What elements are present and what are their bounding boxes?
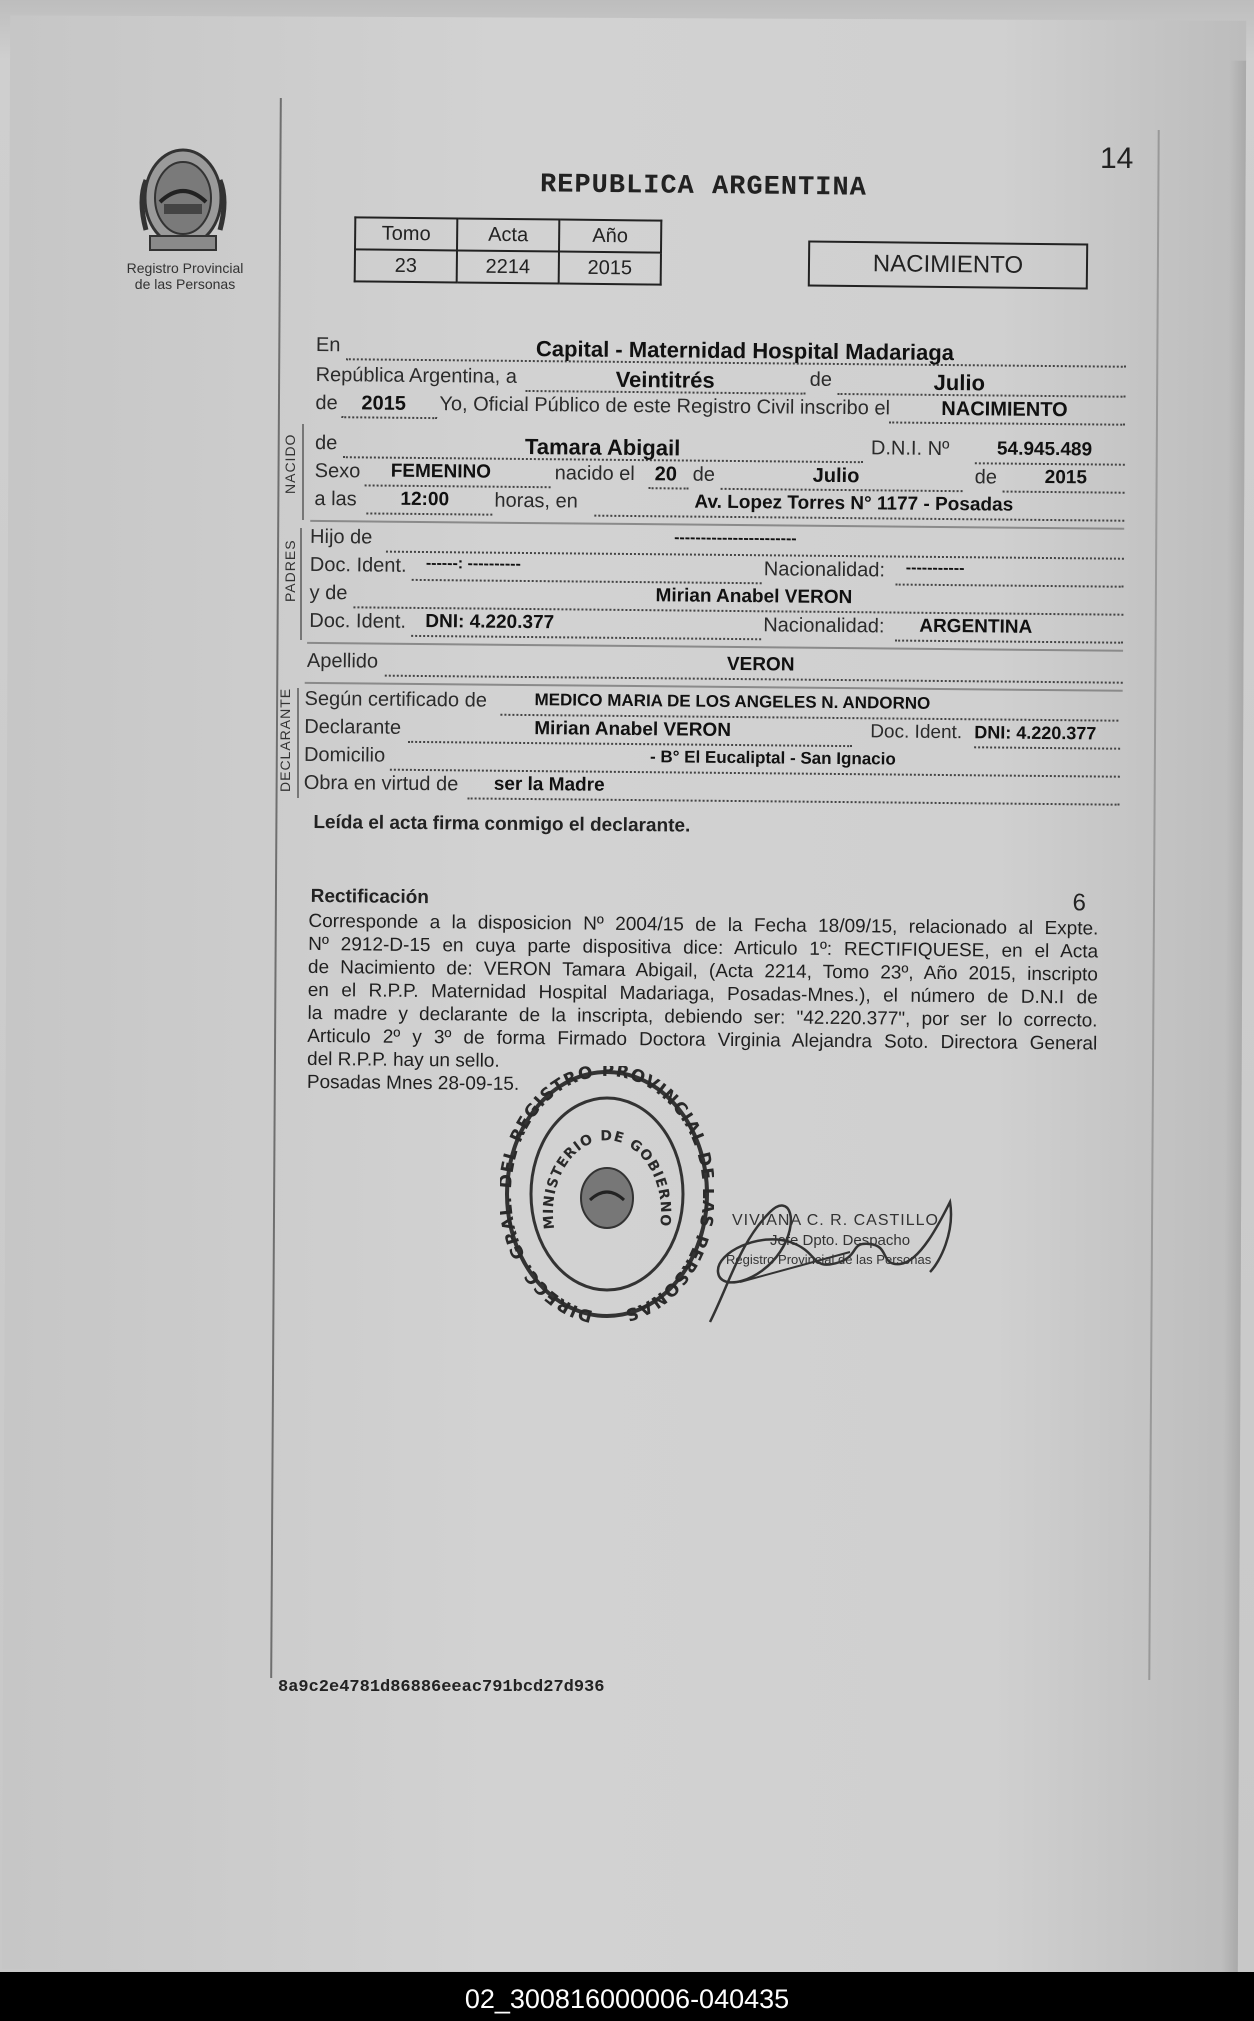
label-doc-padre: Doc. Ident. <box>309 553 407 577</box>
value-apellido: VERON <box>726 653 795 676</box>
rectification-title: Rectificación <box>310 885 430 909</box>
side-tag-padres: PADRES <box>282 539 298 602</box>
label-de-nacido-anio: de <box>974 466 998 489</box>
value-doc-madre: DNI: 4.220.377 <box>425 611 555 634</box>
rectification-line: del R.P.P. hay un sello. <box>306 1048 500 1072</box>
value-nombre: Tamara Abigail <box>524 433 681 461</box>
label-y-de: y de <box>309 581 348 605</box>
table-header-tomo: Tomo <box>355 217 457 250</box>
svg-text:DIRECC. GRAL. DEL REGISTRO PRO: DIRECC. GR L REGISTRO PROVINCIAL D PERSONAS <box>500 1066 714 1324</box>
value-certificado: MEDICO MARIA DE LOS ANGELES N. ANDORNO <box>534 690 931 713</box>
label-dni: D.N.I. Nº <box>870 437 950 461</box>
table-header-acta: Acta <box>457 218 559 251</box>
logo-caption-line2: de las Personas <box>134 276 236 292</box>
label-de-mes: de <box>809 368 832 391</box>
rectification-line: de Nacimiento de: VERON Tamara Abigail, (Acta 2214, Tomo 23º, Año 2015, inscripto <box>307 956 1099 986</box>
footer-id: 02_300816000006-040435 <box>464 1984 790 2014</box>
value-nacionalidad-madre: ARGENTINA <box>919 615 1033 638</box>
label-republica: República Argentina, a <box>315 363 518 388</box>
page-number: 14 <box>1100 142 1134 175</box>
signer-office: Registro Provincial de las Personas <box>726 1252 932 1267</box>
value-nacido-mes: Julio <box>812 464 860 488</box>
label-obra: Obra en virtud de <box>303 771 459 796</box>
value-anio: 2015 <box>361 392 406 415</box>
value-dni: 54.945.489 <box>996 438 1093 461</box>
value-dia: Veintitrés <box>615 366 715 393</box>
label-apellido: Apellido <box>306 649 379 673</box>
document-hash: 8a9c2e4781d86886eeac791bcd27d936 <box>278 1678 605 1697</box>
logo-caption-line1: Registro Provincial <box>126 260 244 276</box>
label-doc-madre: Doc. Ident. <box>309 609 407 633</box>
label-nacido-el: nacido el <box>554 462 635 486</box>
signature-block <box>700 1182 980 1332</box>
svg-text:MINISTERIO DE GOBIERNO: MINISTERIO DE GOBIERNO <box>540 1128 674 1230</box>
value-inscribo: NACIMIENTO <box>941 397 1068 422</box>
value-sexo: FEMENINO <box>390 460 492 483</box>
country-title: REPUBLICA ARGENTINA <box>539 170 868 204</box>
row-apellido <box>307 650 1123 686</box>
label-nacionalidad-padre: Nacionalidad: <box>763 558 886 582</box>
rectification-line: Articulo 2º y 3º de forma Firmado Doctora Virginia Alejandra Soto. Directora General <box>307 1025 1098 1055</box>
label-sexo: Sexo <box>314 459 361 483</box>
value-nacionalidad-padre: ----------- <box>905 559 965 578</box>
table-value-tomo: 23 <box>355 249 457 282</box>
value-lugar: Av. Lopez Torres N° 1177 - Posadas <box>694 491 1014 516</box>
rectification-line: Nº 2912-D-15 en cuya parte dispositiva dice: Articulo 1º: RECTIFIQUESE, en el Acta <box>308 933 1099 963</box>
label-doc-declarante: Doc. Ident. <box>870 721 963 744</box>
label-domicilio: Domicilio <box>303 743 386 767</box>
table-value-anio: 2015 <box>559 252 661 285</box>
rectification-line: Corresponde a la disposicion Nº 2004/15 de la Fecha 18/09/15, relacionado al Expte. <box>308 910 1099 940</box>
label-de-anio: de <box>315 391 338 415</box>
table-value-acta: 2214 <box>457 250 559 283</box>
rectification-line: en el R.P.P. Maternidad Hospital Madariaga, Posadas-Mnes.), el número de D.N.I de <box>307 979 1098 1009</box>
value-declarante: Mirian Anabel VERON <box>534 718 732 741</box>
record-type-label: NACIMIENTO <box>872 250 1024 279</box>
value-obra: ser la Madre <box>493 773 605 796</box>
value-hijo-de: ----------------------- <box>674 529 797 548</box>
value-mes: Julio <box>933 369 986 396</box>
table-header-anio: Año <box>559 220 661 253</box>
label-horas-en: horas, en <box>494 489 578 513</box>
label-a-las: a las <box>314 487 357 511</box>
value-en: Capital - Maternidad Hospital Madariaga <box>535 336 955 366</box>
leida-text: Leída el acta firma conmigo el declarante. <box>313 811 691 837</box>
value-doc-declarante: DNI: 4.220.377 <box>974 722 1097 744</box>
label-hijo-de: Hijo de <box>310 525 373 549</box>
label-declarante: Declarante <box>304 715 402 739</box>
text-yo-oficial: Yo, Oficial Público de este Registro Civil inscribo el <box>439 393 891 420</box>
rectification-line: Posadas Mnes 28-09-15. <box>306 1071 520 1095</box>
label-en: En <box>315 333 341 357</box>
label-de-nacido-mes: de <box>692 463 716 486</box>
rectification-number: 6 <box>1072 889 1087 917</box>
value-domicilio: - B° El Eucaliptal - San Ignacio <box>649 747 896 769</box>
label-de-nombre: de <box>314 431 338 455</box>
stamp-icon <box>500 1066 714 1324</box>
label-nacionalidad-madre: Nacionalidad: <box>763 614 885 638</box>
value-hora: 12:00 <box>400 488 450 511</box>
signer-name: VIVIANA C. R. CASTILLO <box>732 1212 939 1229</box>
signer-title: Jefe Dpto. Despacho <box>770 1232 911 1249</box>
value-nacido-dia: 20 <box>654 463 678 486</box>
rectification-line: la madre y declarante de la inscripta, debiendo ser: "42.220.377", por ser lo correcto. <box>307 1002 1098 1032</box>
value-doc-padre: ------: ---------- <box>425 555 521 573</box>
side-tag-nacido: NACIDO <box>282 433 298 494</box>
value-madre: Mirian Anabel VERON <box>655 585 853 609</box>
value-nacido-anio: 2015 <box>1044 466 1088 489</box>
side-tag-declarante: DECLARANTE <box>277 687 293 792</box>
official-stamp <box>500 1066 714 1324</box>
label-certificado: Según certificado de <box>304 687 487 712</box>
